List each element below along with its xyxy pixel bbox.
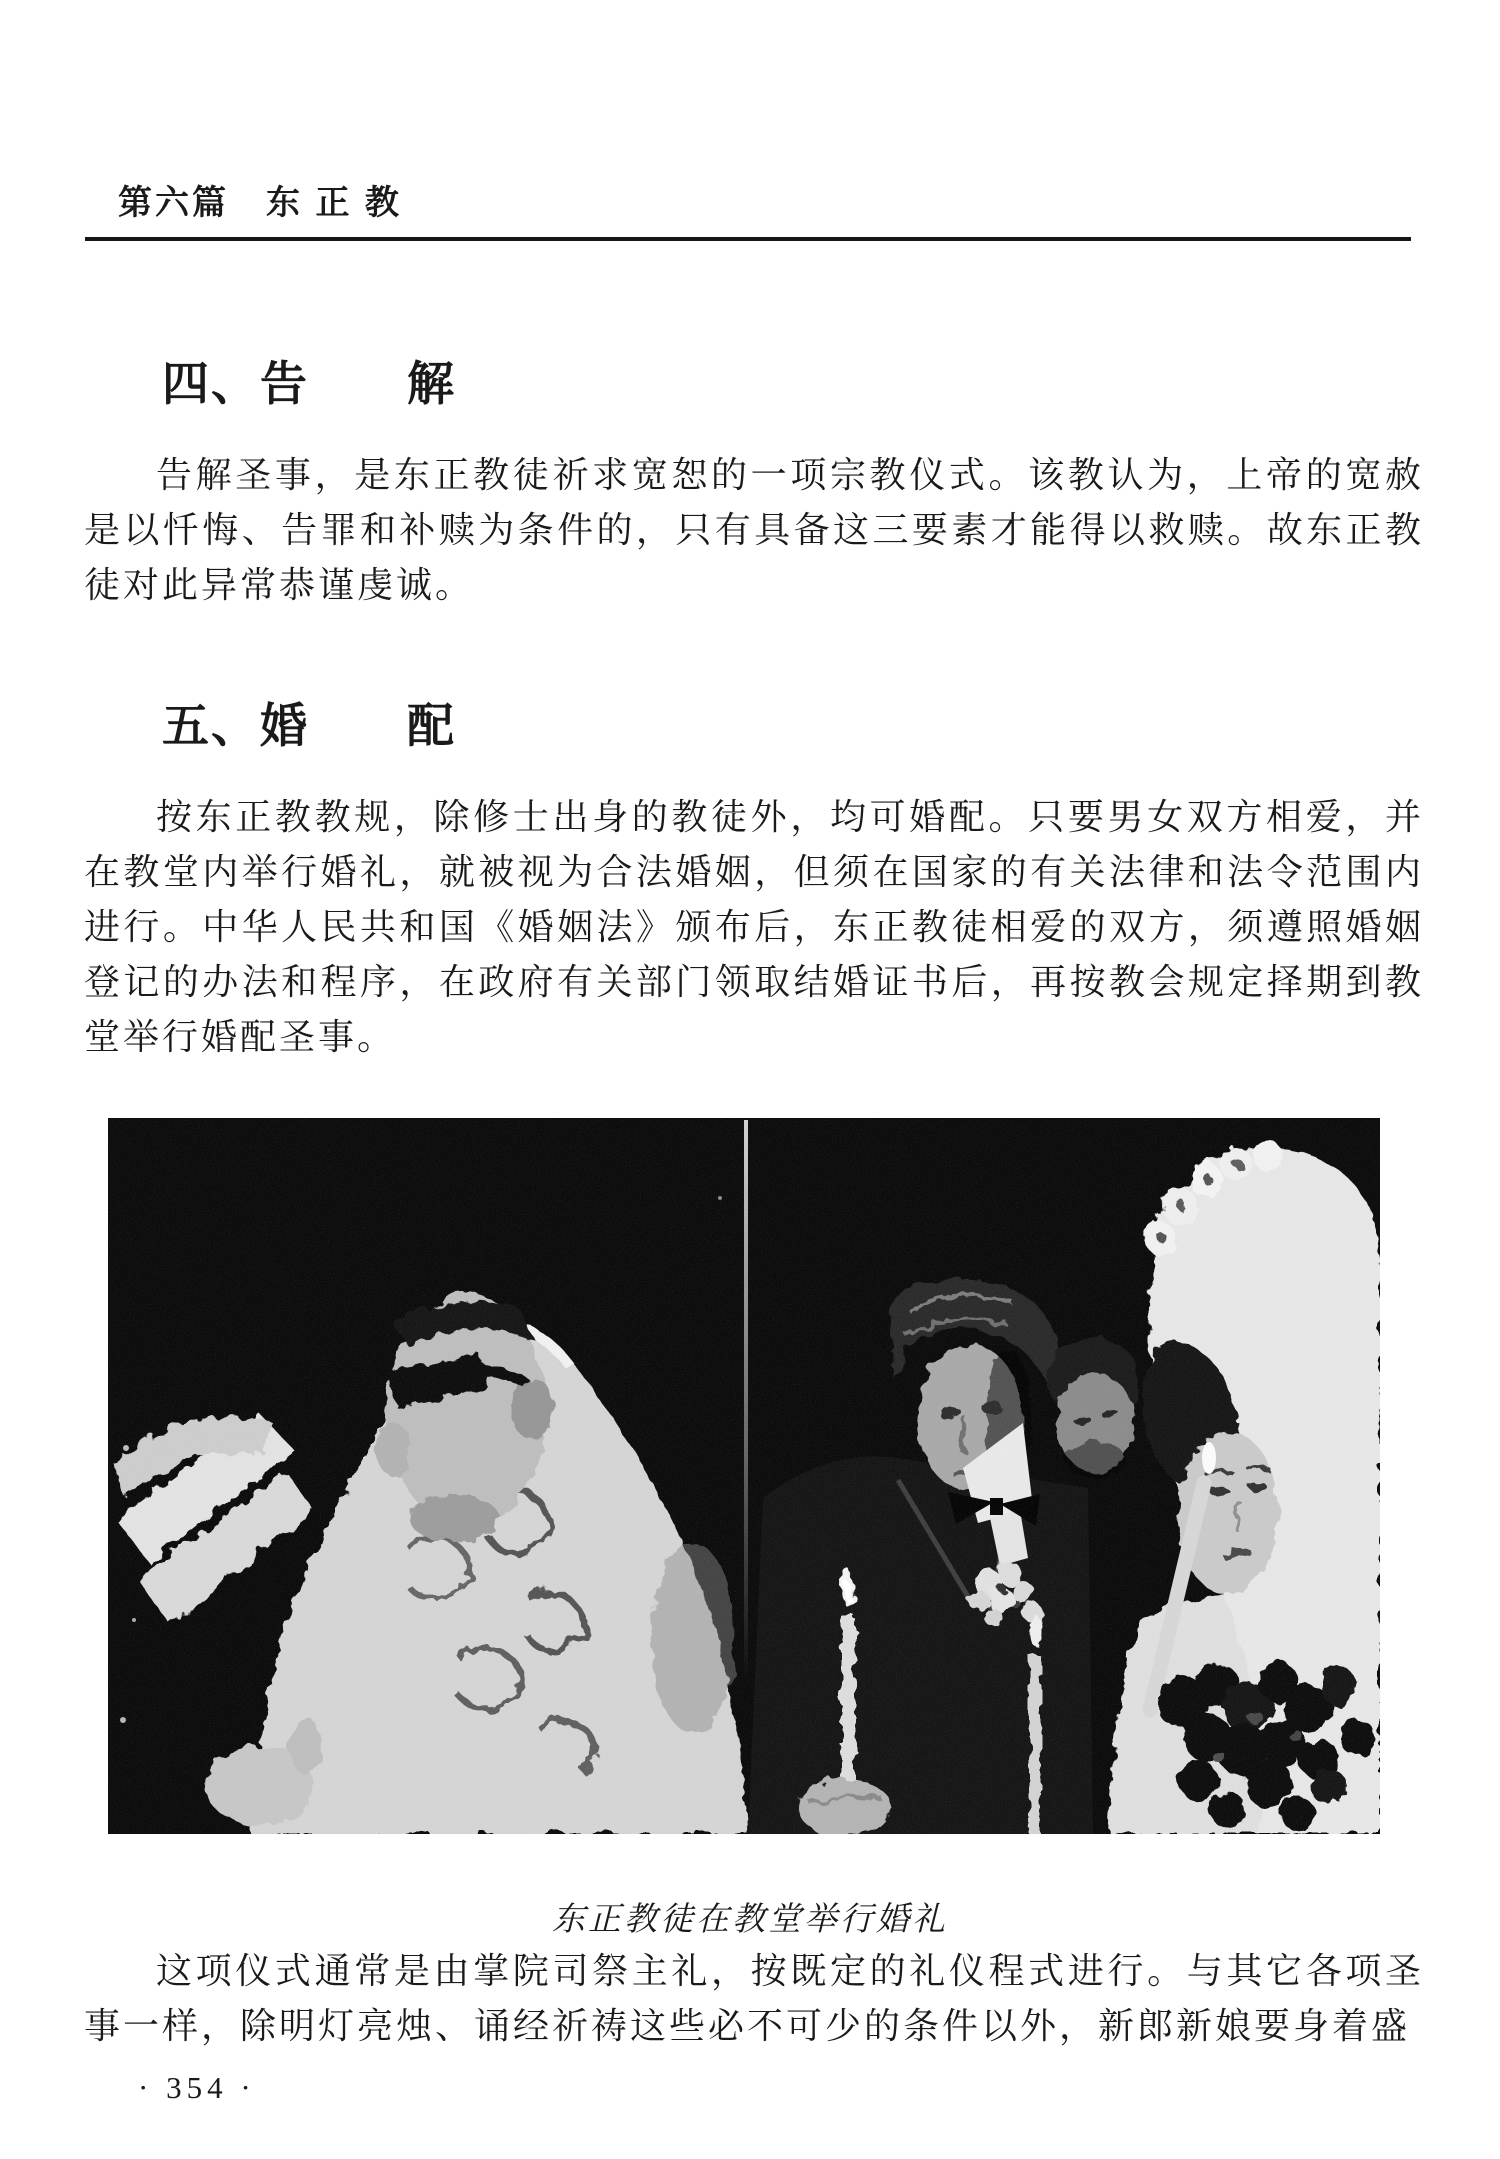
page-number: · 354 · (138, 2070, 256, 2105)
header-rule (85, 237, 1411, 241)
photo-caption: 东正教徒在教堂举行婚礼 (552, 1902, 948, 1938)
section-heading-marriage: 五、婚 配 (162, 701, 456, 753)
paragraph-confession: 告解圣事，是东正教徒祈求宽恕的一项宗教仪式。该教认为，上帝的宽赦是以忏悔、告罪和补赎为条件的，只有具备这三要素才能得以救赎。故东正教徒对此异常恭谨虔诚。 (84, 455, 1424, 605)
paragraph-ceremony: 这项仪式通常是由掌院司祭主礼，按既定的礼仪程式进行。与其它各项圣事一样，除明灯亮烛、诵经祈祷这些必不可少的条件以外，新郎新娘要身着盛 (84, 1951, 1424, 2046)
wedding-photo-illustration (108, 1118, 1380, 1834)
paragraph-marriage: 按东正教教规，除修士出身的教徒外，均可婚配。只要男女双方相爱，并在教堂内举行婚礼，就被视为合法婚姻，但须在国家的有关法律和法令范围内进行。中华人民共和国《婚姻法》颁布后，东正教徒相爱的双方，须遵照婚姻登记的办法和程序，在政府有关部门领取结婚证书后，再按教会规定择期到教堂举行婚配圣事。 (84, 797, 1424, 1057)
running-header: 第六篇 东 正 教 (118, 184, 402, 222)
section-heading-confession: 四、告 解 (162, 359, 456, 411)
photo-grain (108, 1118, 1380, 1834)
wedding-photo (108, 1118, 1380, 1834)
